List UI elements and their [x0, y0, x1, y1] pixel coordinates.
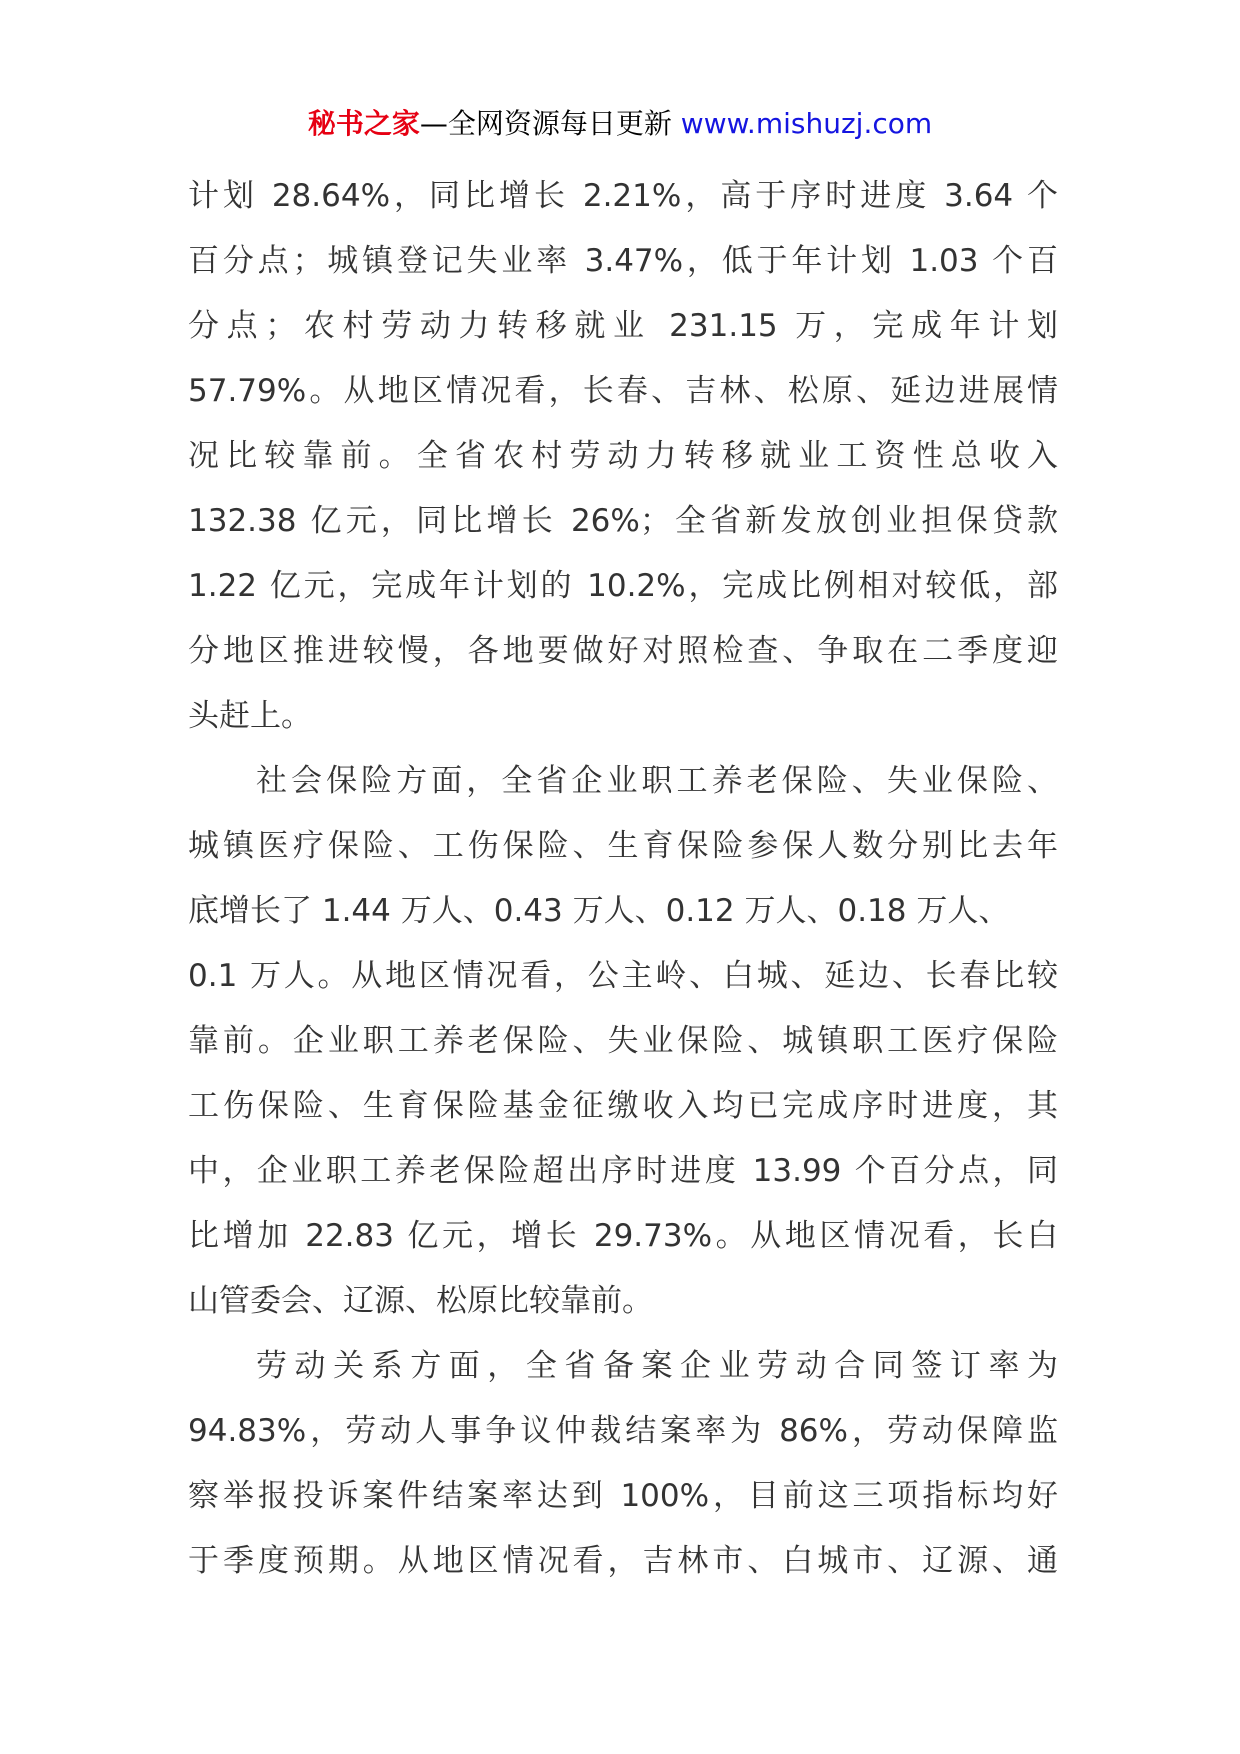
text-line: 计划 28.64%，同比增长 2.21%，高于序时进度 3.64 个 [188, 178, 1058, 214]
header-tagline: —全网资源每日更新 [419, 107, 672, 140]
paragraph-start-line: 社会保险方面，全省企业职工养老保险、失业保险、 [256, 763, 1058, 799]
text-line: 百分点；城镇登记失业率 3.47%，低于年计划 1.03 个百 [188, 243, 1058, 279]
paragraph-start-line: 劳动关系方面，全省备案企业劳动合同签订率为 [256, 1348, 1058, 1384]
text-line: 山管委会、辽源、松原比较靠前。 [188, 1283, 653, 1319]
text-line: 57.79%。从地区情况看，长春、吉林、松原、延边进展情 [188, 373, 1058, 409]
text-line: 分地区推进较慢，各地要做好对照检查、争取在二季度迎 [188, 633, 1058, 669]
text-line: 比增加 22.83 亿元，增长 29.73%。从地区情况看，长白 [188, 1218, 1058, 1254]
text-line: 于季度预期。从地区情况看，吉林市、白城市、辽源、通 [188, 1543, 1058, 1579]
text-line: 工伤保险、生育保险基金征缴收入均已完成序时进度，其 [188, 1088, 1058, 1124]
text-line: 况比较靠前。全省农村劳动力转移就业工资性总收入 [188, 438, 1058, 474]
text-line: 察举报投诉案件结案率达到 100%，目前这三项指标均好 [188, 1478, 1058, 1514]
text-line: 中，企业职工养老保险超出序时进度 13.99 个百分点，同 [188, 1153, 1058, 1189]
text-line: 城镇医疗保险、工伤保险、生育保险参保人数分别比去年 [188, 828, 1058, 864]
text-line: 0.1 万人。从地区情况看，公主岭、白城、延边、长春比较 [188, 958, 1058, 994]
text-line: 94.83%，劳动人事争议仲裁结案率为 86%，劳动保障监 [188, 1413, 1058, 1449]
site-url-link[interactable]: www.mishuzj.com [680, 107, 933, 140]
text-line: 1.22 亿元，完成年计划的 10.2%，完成比例相对较低，部 [188, 568, 1058, 604]
text-line: 分点；农村劳动力转移就业 231.15 万，完成年计划 [188, 308, 1058, 344]
document-body [188, 164, 1058, 1594]
text-line: 底增长了 1.44 万人、0.43 万人、0.12 万人、0.18 万人、 [188, 893, 1010, 929]
text-line: 132.38 亿元，同比增长 26%；全省新发放创业担保贷款 [188, 503, 1058, 539]
text-line: 头赶上。 [188, 698, 312, 734]
brand-name: 秘书之家 [307, 107, 420, 140]
text-line: 靠前。企业职工养老保险、失业保险、城镇职工医疗保险 [188, 1023, 1058, 1059]
page-header [0, 104, 1240, 144]
